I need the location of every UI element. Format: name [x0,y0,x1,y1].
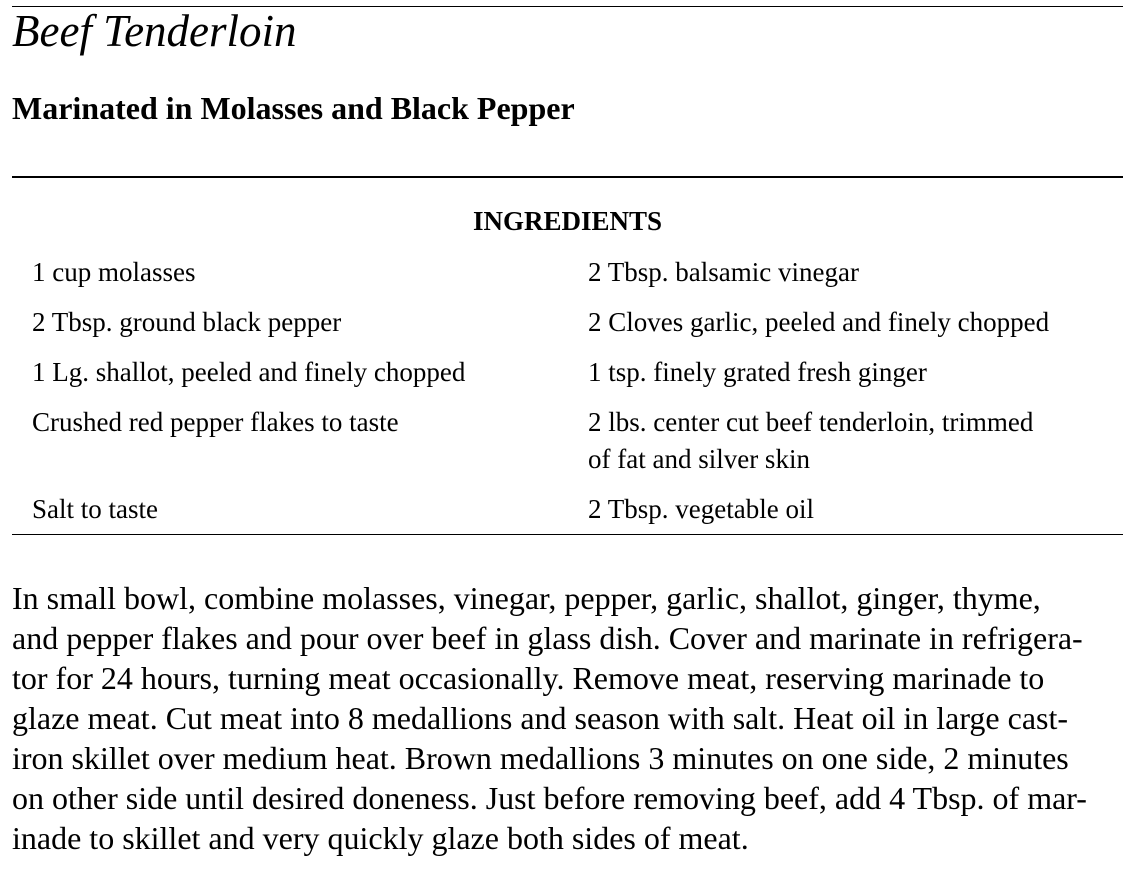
instructions-paragraph [12,578,1123,858]
instruction-line: glaze meat. Cut meat into 8 medallions and season with salt. Heat oil in large cast- [12,700,1069,736]
instruction-line: tor for 24 hours, turning meat occasionally. Remove meat, reserving marinade to [12,660,1045,696]
ingredients-top-divider [12,176,1123,178]
instruction-line: and pepper flakes and pour over beef in glass dish. Cover and marinate in refrigera- [12,620,1083,656]
instruction-line: on other side until desired doneness. Just before removing beef, add 4 Tbsp. of mar- [12,780,1087,816]
ingredients-bottom-divider [12,534,1123,535]
ingredient-line: of fat and silver skin [588,444,810,474]
ingredient-item: 1 Lg. shallot, peeled and finely chopped [32,357,466,387]
ingredient-item-multiline [568,404,1123,478]
ingredients-table [12,254,1123,541]
ingredient-row [12,304,1123,341]
ingredient-item: 2 Cloves garlic, peeled and finely chopped [588,307,1050,337]
instruction-line: iron skillet over medium heat. Brown medallions 3 minutes on one side, 2 minutes [12,740,1069,776]
ingredient-row [12,354,1123,391]
ingredients-heading: INGREDIENTS [472,206,663,236]
ingredient-item: Salt to taste [32,494,158,524]
ingredient-item: 1 tsp. finely grated fresh ginger [588,357,927,387]
recipe-title: Beef Tenderloin [12,6,297,56]
instruction-line: In small bowl, combine molasses, vinegar, pepper, garlic, shallot, ginger, thyme, [12,580,1041,616]
recipe-subtitle: Marinated in Molasses and Black Pepper [12,90,575,126]
ingredient-item: 1 cup molasses [32,257,196,287]
ingredient-item: 2 Tbsp. ground black pepper [32,307,342,337]
ingredient-item: 2 Tbsp. balsamic vinegar [588,257,859,287]
ingredient-row [12,254,1123,291]
ingredient-row [12,404,1123,478]
ingredient-item: Crushed red pepper flakes to taste [32,407,399,437]
ingredient-line: 2 lbs. center cut beef tenderloin, trimmed [588,407,1034,437]
ingredient-item: 2 Tbsp. vegetable oil [588,494,814,524]
ingredient-row [12,491,1123,528]
instruction-line: inade to skillet and very quickly glaze both sides of meat. [12,820,749,856]
